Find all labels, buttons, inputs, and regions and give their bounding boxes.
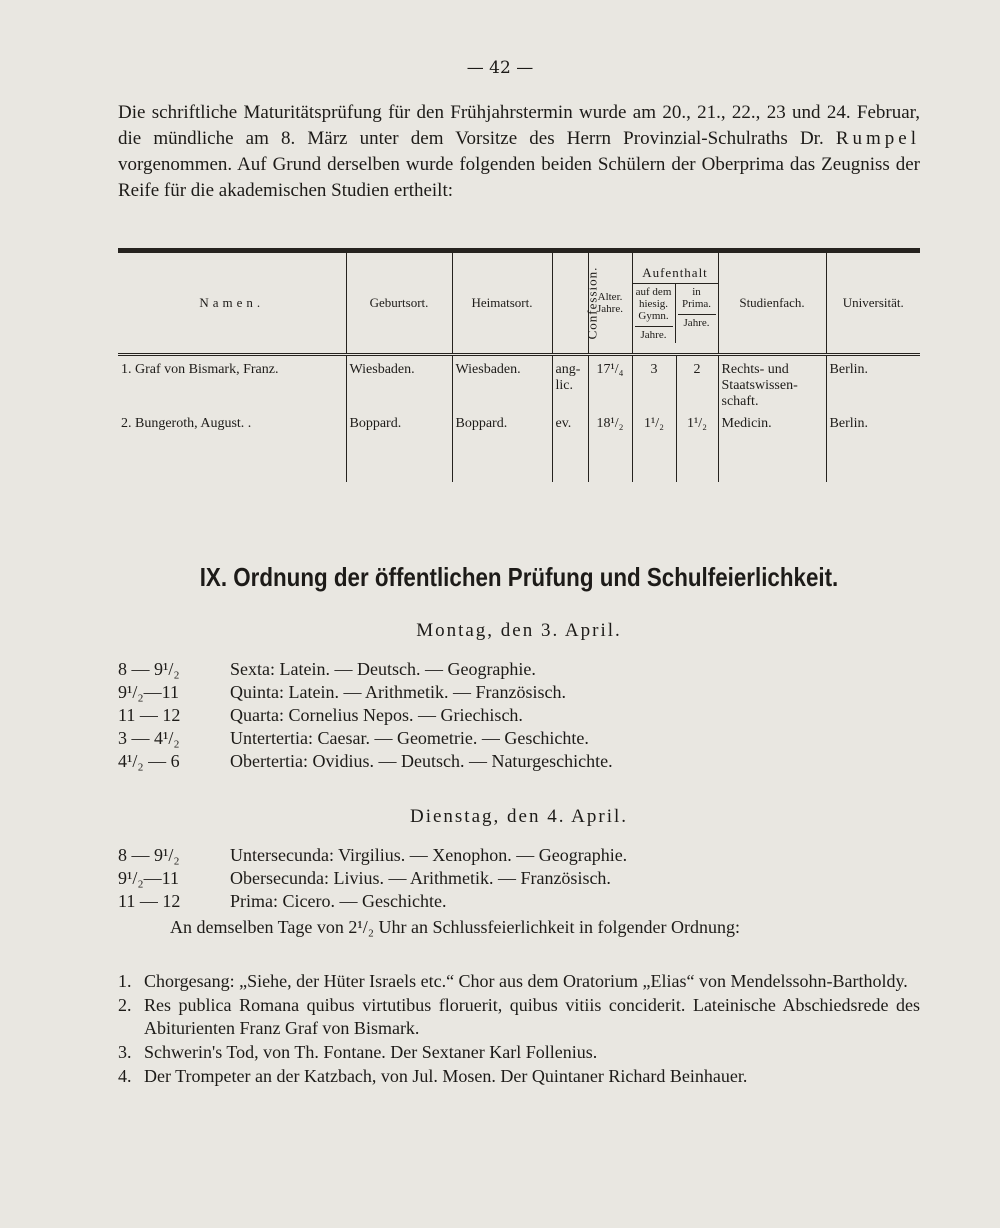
header-aufenthalt: Aufenthalt auf dem hiesig. Gymn. Jahre. in Prima. Jahre. (632, 253, 718, 355)
row-name: 1. Graf von Bismark, Franz. (121, 362, 279, 377)
header-heimatsort: Heimatsort. (452, 253, 552, 355)
list-item: 1. Chorgesang: „Siehe, der Hüter Israels etc.“ Chor aus dem Oratorium „Elias“ von Mendelssohn-Bartholdy. (118, 971, 908, 991)
page-number: — 42 — (466, 58, 534, 78)
row-alter: 18¹/₂ (588, 410, 632, 456)
section-title: IX. Ordnung der öffentlichen Prüfung und Schulfeierlichkeit. (199, 562, 839, 592)
table-row (118, 355, 920, 411)
header-universitaet: Universität. (826, 253, 920, 355)
closing-list (118, 970, 920, 1089)
schedule-row: 4¹/₂ — 6 Obertertia: Ovidius. — Deutsch. — Naturgeschichte. (118, 751, 613, 771)
intro-text-a: Die schriftliche Maturitätsprüfung für den Frühjahrstermin wurde am 20., 21., 22., 23 und 24. Februar, die mündliche am 8. März unter dem Vorsitze des Herrn Provinzial-Schulraths Dr. (118, 102, 920, 149)
row-prima: 2 (676, 355, 718, 411)
header-studienfach: Studienfach. (718, 253, 826, 355)
table-row (118, 410, 920, 456)
list-item: 2. Res publica Romana quibus virtutibus floruerit, quibus vitiis conciderit. Lateinische Abschiedsrede des Abiturienten Franz Graf von Bismark. (118, 995, 920, 1038)
tuesday-schedule (118, 844, 920, 913)
header-gymn: auf dem hiesig. Gymn. Jahre. (635, 286, 672, 341)
monday-schedule (118, 658, 920, 773)
row-geburtsort: Boppard. (346, 410, 452, 456)
schedule-row: 9¹/₂—11 Obersecunda: Livius. — Arithmetik. — Französisch. (118, 868, 611, 888)
row-universitaet: Berlin. (826, 355, 920, 411)
header-confession: Confession. (552, 253, 588, 355)
tuesday-title: Dienstag, den 4. April. (409, 806, 629, 827)
row-heimatsort: Boppard. (452, 410, 552, 456)
row-confession: ev. (552, 410, 588, 456)
list-item: 3. Schwerin's Tod, von Th. Fontane. Der Sextaner Karl Follenius. (118, 1042, 598, 1062)
schedule-row: 11 — 12 Prima: Cicero. — Geschichte. (118, 891, 447, 911)
row-confession: ang-lic. (552, 355, 588, 411)
header-geburtsort: Geburtsort. (346, 253, 452, 355)
header-prima: in Prima. Jahre. (675, 284, 718, 343)
intro-text-b: vorgenommen. Auf Grund derselben wurde folgenden beiden Schülern der Oberprima das Zeugniss der Reife für die akademischen Studien ertheilt: (118, 154, 920, 201)
header-namen: Namen. (199, 295, 265, 310)
schedule-row: 9¹/₂—11 Quinta: Latein. — Arithmetik. — Französisch. (118, 682, 566, 702)
row-prima: 1¹/₂ (676, 410, 718, 456)
schedule-row: 11 — 12 Quarta: Cornelius Nepos. — Griechisch. (118, 705, 523, 725)
schedule-row: 8 — 9¹/₂ Sexta: Latein. — Deutsch. — Geographie. (118, 659, 536, 679)
row-studienfach: Medicin. (718, 410, 826, 456)
row-heimatsort: Wiesbaden. (452, 355, 552, 411)
closing-intro: An demselben Tage von 2¹/₂ Uhr an Schlussfeierlichkeit in folgender Ordnung: (170, 917, 740, 937)
results-table (118, 253, 920, 482)
abiturienten-table (118, 248, 920, 482)
row-gymn: 3 (632, 355, 676, 411)
intro-paragraph (118, 100, 920, 204)
list-item: 4. Der Trompeter an der Katzbach, von Jul. Mosen. Der Quintaner Richard Beinhauer. (118, 1066, 748, 1086)
row-alter: 17¹/₄ (588, 355, 632, 411)
row-studienfach: Rechts- und Staatswissen-schaft. (718, 355, 826, 411)
schedule-row: 8 — 9¹/₂ Untersecunda: Virgilius. — Xenophon. — Geographie. (118, 845, 628, 865)
schedule-row: 3 — 4¹/₂ Untertertia: Caesar. — Geometrie. — Geschichte. (118, 728, 589, 748)
row-geburtsort: Wiesbaden. (346, 355, 452, 411)
header-alter: Alter. Jahre. (588, 253, 632, 355)
row-name: 2. Bungeroth, August. . (121, 416, 252, 431)
intro-name: Rumpel (835, 128, 921, 149)
table-spacer-row (118, 456, 920, 482)
row-universitaet: Berlin. (826, 410, 920, 456)
monday-title: Montag, den 3. April. (416, 620, 622, 641)
row-gymn: 1¹/₂ (632, 410, 676, 456)
